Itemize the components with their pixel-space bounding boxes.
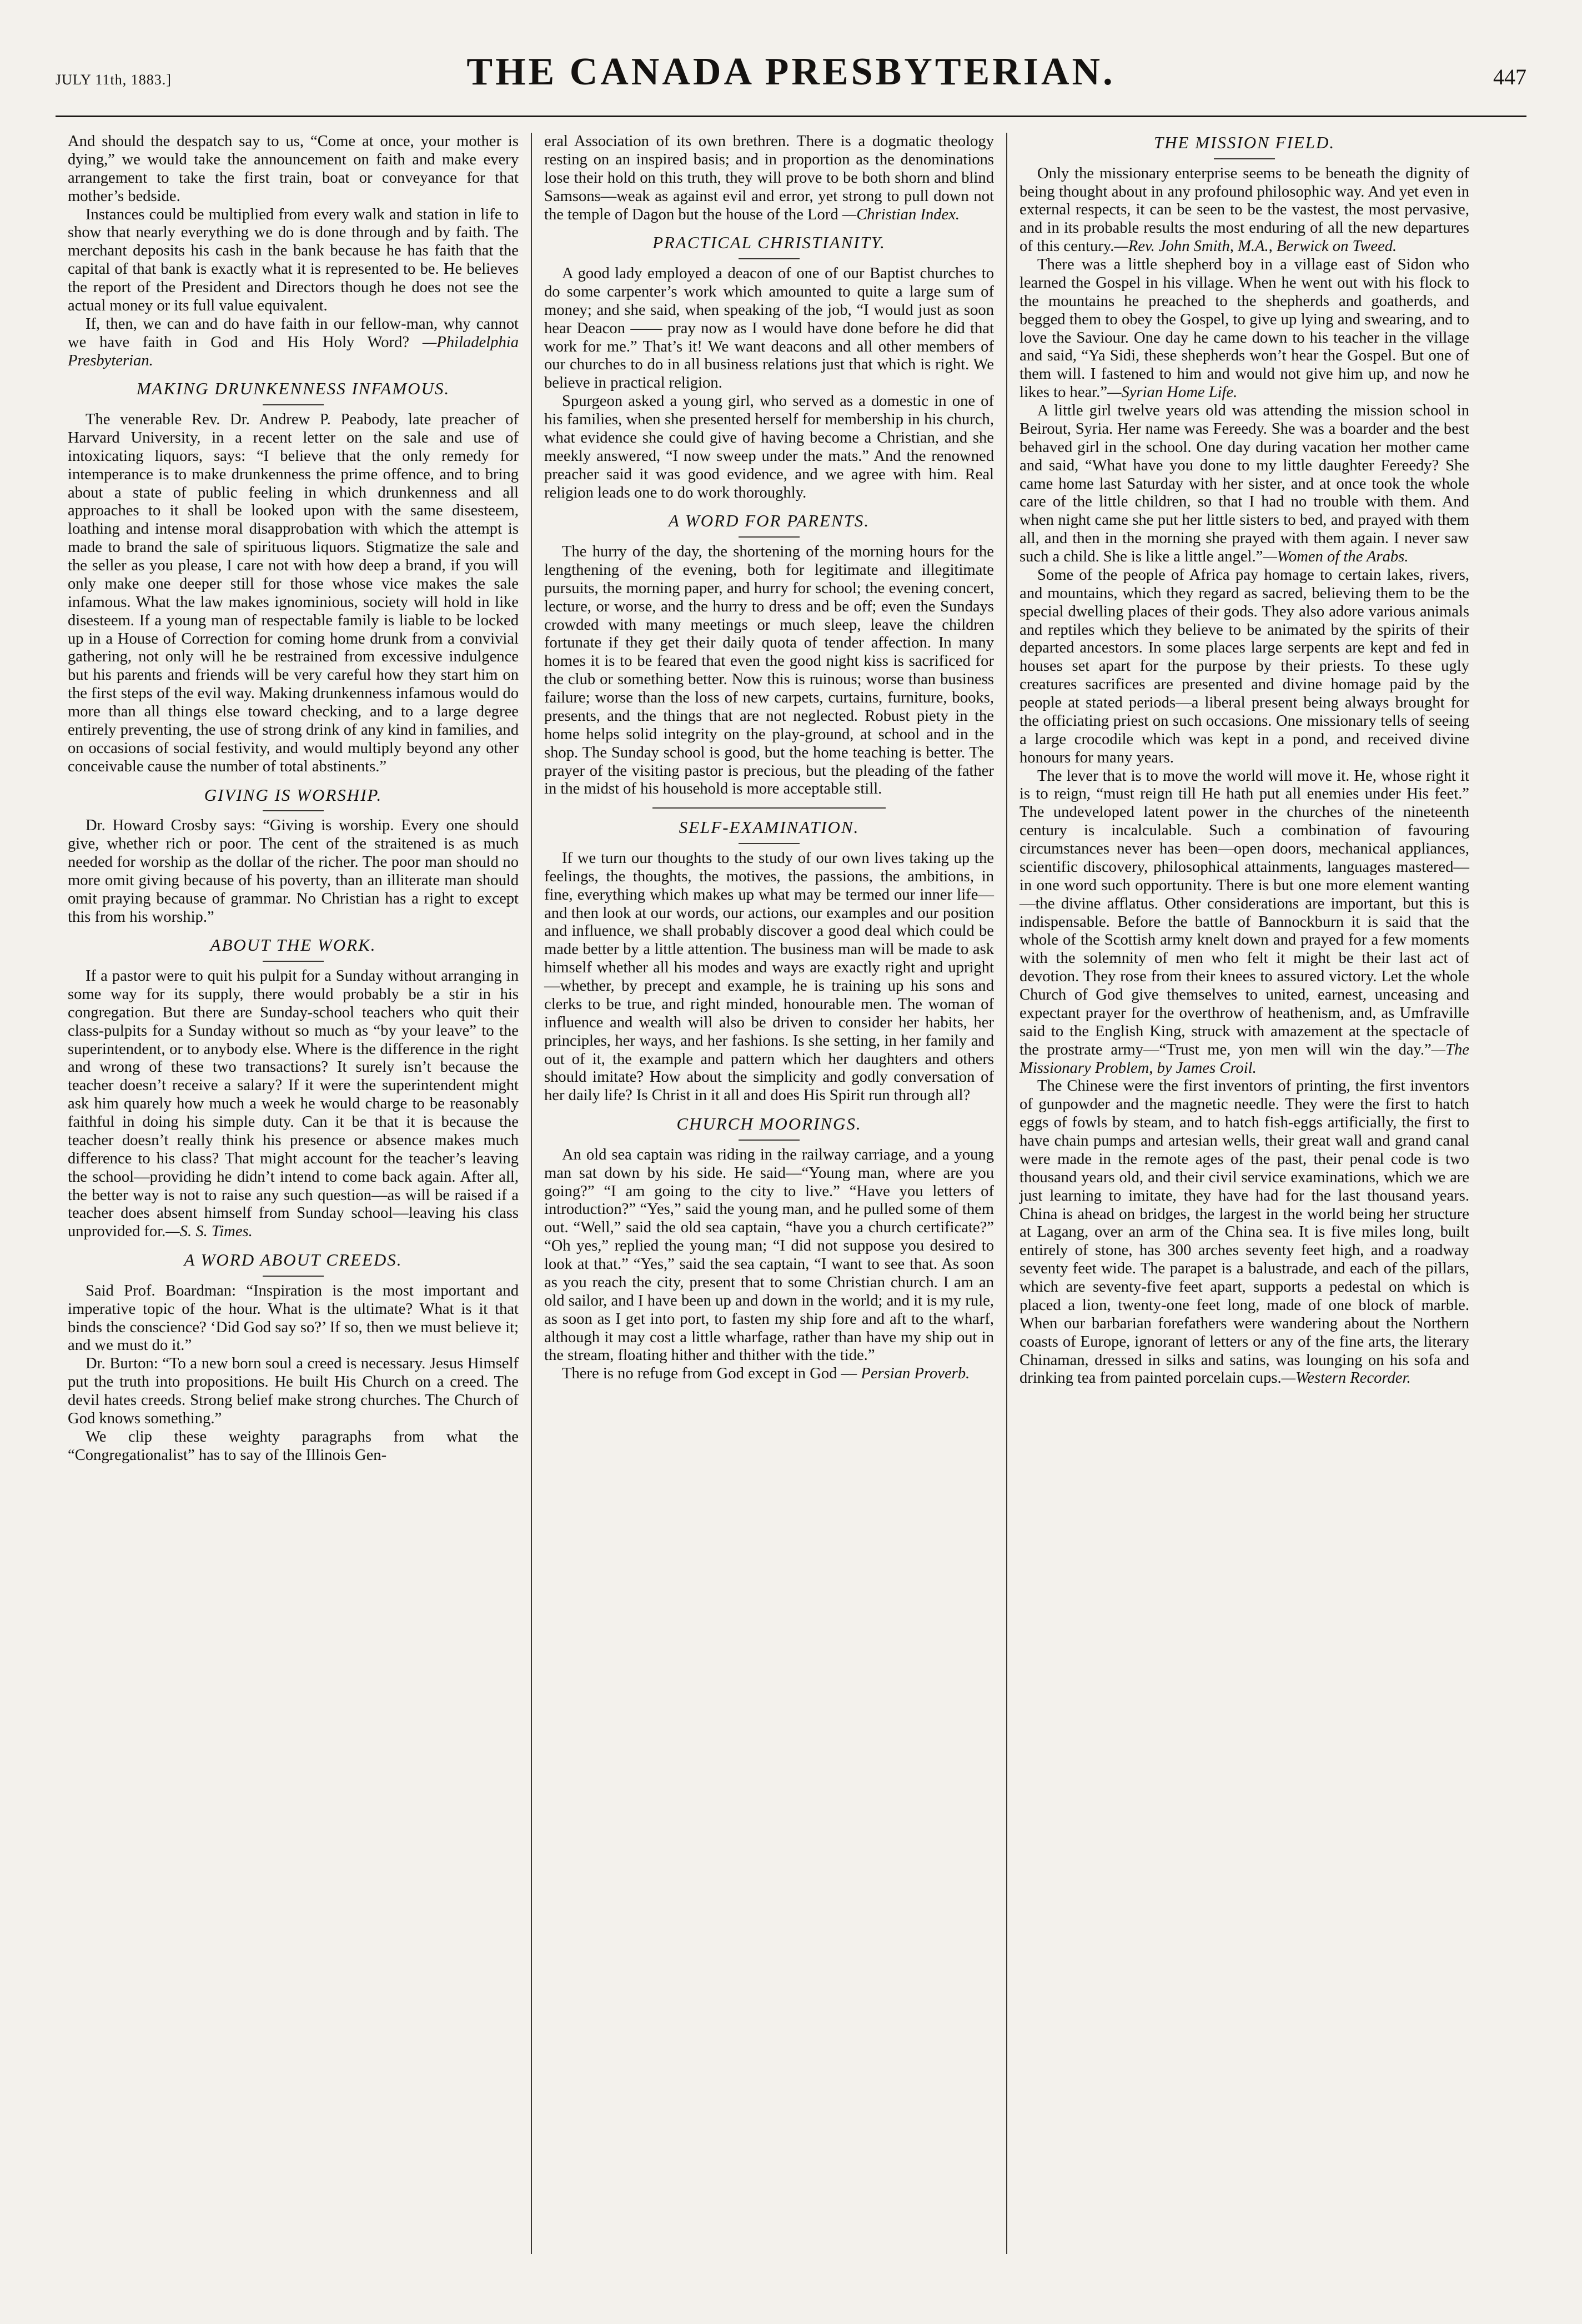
issue-date: JULY 11th, 1883.] [56, 72, 172, 88]
creeds-paragraph-2: Dr. Burton: “To a new born soul a creed is necessary. Jesus Himself put the truth into propositions. He built His Church on a creed. The devil hates creeds. Strong belief make strong churches. The Church of God knows something.” [68, 1355, 519, 1427]
section-rule [739, 536, 800, 538]
section-title-word-about-creeds: A WORD ABOUT CREEDS. [184, 1250, 403, 1270]
section-title-practical-christianity: PRACTICAL CHRISTIANITY. [652, 233, 886, 253]
section-rule [1214, 158, 1275, 159]
section-rule [739, 1140, 800, 1141]
making-drunkenness-text: The venerable Rev. Dr. Andrew P. Peabody, late preacher of Harvard University, in a recent letter on the sale and use of intoxicating liquors, says: “I believe that the only remedy for intemperance is to make drunkenness the prime offence, and to bring about a state of public feeling in which drunkenness and all approaches to it shall be looked upon with the same disesteem, loathing and intense moral disapprobation with which the attempt is made to brand the sale of spirituous liquors. Stigmatize the sale and the seller as you please, I care not with how deep a brand, if you will only make one deeper still for those whose vice makes the sale infamous. What the law makes ignominious, society will hold in like disesteem. If a young man of respectable family is liable to be locked up in a House of Correction for coming home drunk from a convivial gathering, not only will he be restrained from excessive indulgence but his parents and friends will be very careful how they start him on the first steps of the evil way. Making drunkenness infamous would do more than all things else toward checking, and to a large degree entirely preventing, the use of strong drink of any kind in families, and on occasions of social festivity, and would multiply beyond any other conceivable cause the number of total abstinents.” [68, 411, 519, 775]
column-3 [1006, 133, 1481, 2254]
moorings-proverb: There is no refuge from God except in God — [562, 1365, 857, 1383]
creeds-paragraph-1: Said Prof. Boardman: “Inspiration is the most important and imperative topic of the hour. What is the ultimate? What is it that binds the conscience? ‘Did God say so?’ If so, then we must believe it; and we must do it.” [68, 1282, 519, 1354]
section-rule [263, 1276, 324, 1277]
mission-p3-attribution: —Women of the Arabs. [1263, 548, 1409, 566]
section-rule [739, 843, 800, 844]
practical-paragraph-1: A good lady employed a deacon of one of our Baptist churches to do some carpenter’s work which amounted to quite a large sum of money; and she said, when speaking of the job, “I would just as soon hear Deacon —— pray now as I would have done before he did that work for me.” That’s it! We want deacons and all other members of our churches to do in all business relations just that which is right. We believe in practical religion. [544, 265, 994, 392]
intro-attribution: —Philadelphia Presbyterian. [68, 333, 519, 369]
parents-text: The hurry of the day, the shortening of the morning hours for the lengthening of the evening, both for legitimate and illegitimate pursuits, the morning paper, and hurry for school; the evening concert, lecture, or worse, and the hurry to dress and be off; even the Sundays crowded with many meetings or much sleep, leave the children fortunate if they get their daily quota of tender affection. In many homes it is to be feared that even the good night kiss is sacrificed for the club or something better. Now this is ruinous; worse than business failure; worse than the loss of new carpets, curtains, furniture, books, presents, and the things that are not neglected. Robust piety in the home helps solid integrity on the play-ground, at school and in the shop. The Sunday school is good, but the home teaching is better. The prayer of the visiting pastor is precious, but the pleading of the father in the midst of his household is more acceptable still. [544, 543, 994, 798]
section-title-about-the-work: ABOUT THE WORK. [210, 935, 376, 955]
continued-text: eral Association of its own brethren. There is a dogmatic theology resting on an inspired basis; and in proportion as the denominations lose their hold on this truth, they will prove to be both shorn and blind Samsons—weak as against evil and error, yet strong to pull down not the temple of Dagon but the house of the Lord [544, 133, 994, 223]
section-rule [263, 404, 324, 405]
section-title-self-examination: SELF-EXAMINATION. [679, 817, 860, 837]
intro-paragraph-3 [68, 315, 519, 370]
column-2 [531, 133, 1006, 2254]
section-title-giving-is-worship: GIVING IS WORSHIP. [204, 785, 383, 805]
about-the-work-attribution: —S. S. Times. [165, 1223, 253, 1241]
section-title-church-moorings: CHURCH MOORINGS. [676, 1114, 862, 1134]
creeds-paragraph-3: We clip these weighty paragraphs from what the “Congregationalist” has to say of the Illinois Gen- [68, 1428, 519, 1464]
section-rule [263, 961, 324, 962]
section-divider [652, 807, 886, 809]
columns [56, 133, 1526, 2254]
section-title-mission-field: THE MISSION FIELD. [1153, 133, 1335, 152]
masthead-rule [56, 116, 1526, 117]
mission-paragraph-1 [1019, 165, 1469, 256]
mission-p1-text: Only the missionary enterprise seems to be beneath the dignity of being thought about in any profound philosophic way. And yet even in external respects, it can be seen to be the vastest, the most pervasive, and in its probable results the most enduring of all the new departures of this century. [1019, 164, 1469, 255]
mission-paragraph-6 [1019, 1077, 1469, 1388]
page-number: 447 [1493, 64, 1526, 89]
about-the-work-body: If a pastor were to quit his pulpit for a Sunday without arranging in some way for its supply, there would probably be a stir in his congregation. But there are Sunday-school teachers who quit their class-pulpits for a Sunday without so much as “by your leave” to the superintendent, or to anybody else. Where is the difference in the right and wrong of these two transactions? It surely isn’t because the teacher doesn’t receive a salary? If it were the superintendent might ask him quarely how much a week he would charge to be reasonably faithful in doing his simple duty. Can it be that it is because the teacher doesn’t really think his presence or absence makes much difference to his class? That might account for the teacher’s leaving the school—providing he didn’t intend to come back again. After all, the better way is not to raise any such question—as will be raised if a teacher does absent himself from Sunday school—leaving his class unprovided for. [68, 967, 519, 1241]
self-examination-text: If we turn our thoughts to the study of our own lives taking up the feelings, the thoughts, the motives, the passions, the ambitions, in fine, everything which makes up what may be termed our inner life—and then look at our words, our actions, our examples and our position and influence, we shall probably discover a good deal which could be made better by a little attention. The business man will be made to ask himself whether all his modes and ways are exactly right and upright—whether, by precept and example, he is training up his sons and clerks to be true, and right minded, honourable men. The woman of influence and wealth will also be driven to consider her habits, her principles, her ways, and her fashions. Is she setting, in her family and out of it, the example and pattern which her daughters and others should imitate? How about the simplicity and godly conversation of her daily life? Is Christ in it all and does His Spirit run through all? [544, 849, 994, 1105]
mission-paragraph-4: Some of the people of Africa pay homage to certain lakes, rivers, and mountains, which they regard as sacred, believing them to be the special dwelling places of their gods. They also adore various animals and reptiles which they believe to be animated by the spirits of their departed ancestors. In some places large serpents are kept and fed in houses set apart for the purpose by their priests. To these ugly creatures sacrifices are presented and divine homage paid by the people at stated periods—a liberal present being always brought for the officiating priest on such occasions. One missionary tells of seeing a large crocodile which was kept in a pond, and received divine honours for many years. [1019, 566, 1469, 766]
moorings-paragraph-1: An old sea captain was riding in the railway carriage, and a young man sat down by his side. He said—“Young man, where are you going?” “I am going to the city to live.” “Have you letters of introduction?” “Yes,” said the young man, and he pulled some of them out. “Well,” said the old sea captain, “have you a church certificate?” “Oh yes,” replied the young man; “I did not suppose you desired to look at that.” “Yes,” said the sea captain, “I want to see that. As soon as you reach the city, present that to some Christian church. I am an old sailor, and I have been up and down in the world; and it is my rule, as soon as I get into port, to fasten my ship fore and aft to the wharf, although it may cost a little wharfage, rather than have my ship out in the stream, floating hither and thither with the tide.” [544, 1146, 994, 1364]
column-1 [56, 133, 531, 2254]
section-rule [739, 258, 800, 259]
practical-paragraph-2: Spurgeon asked a young girl, who served as a domestic in one of his families, when she presented herself for membership in his church, what evidence she could give of having become a Christian, and she meekly answered, “I now sweep under the mats.” And the renowned preacher said it was good evidence, and we agree with him. Real religion leads one to do work thoroughly. [544, 393, 994, 501]
mission-p1-attribution: —Rev. John Smith, M.A., Berwick on Tweed. [1114, 238, 1397, 255]
mission-p2-attribution: —Syrian Home Life. [1107, 384, 1238, 401]
mission-p3-text: A little girl twelve years old was attending the mission school in Beirout, Syria. Her name was Fereedy. She was a boarder and the best behaved girl in the school. One day during vacation her mother came and said, “What have you done to my little daughter Fereedy? She came home last Saturday with her sister, and at once took the whole care of the little children, so that I had no trouble with them. And when night came she put her little sisters to bed, and prayed with them all, and then in the morning she prayed with them again. I never saw such a child. She is like a little angel.” [1019, 402, 1469, 566]
intro-paragraph-1: And should the despatch say to us, “Come at once, your mother is dying,” we would take the announcement on faith and make every arrangement to take the first train, boat or conveyance for that mother’s bedside. [68, 133, 519, 205]
section-title-word-for-parents: A WORD FOR PARENTS. [668, 511, 870, 531]
mission-p2-text: There was a little shepherd boy in a village east of Sidon who learned the Gospel in his village. When he went out with his flock to the mountains he preached to the shepherds and goatherds, and begged them to obey the Gospel, to give up lying and swearing, and to love the Saviour. One day he came down to his teacher in the village and said, “Ya Sidi, these shepherds won’t hear the Gospel. But one of them will. I fastened to him and would not give him up, and now he likes to hear.” [1019, 256, 1469, 401]
newspaper-title: THE CANADA PRESBYTERIAN. [466, 51, 1116, 93]
mission-p6-text: The Chinese were the first inventors of printing, the first inventors of gunpowder and the magnetic needle. They were the first to hatch eggs of fowls by steam, and to hatch fish-eggs artificially, the first to have chain pumps and artesian wells, their great wall and grand canal were made in the remote ages of the past, their penal code is two thousand years old, and their civil service examinations, which we are just learning to imitate, they have had for the last thousand years. China is ahead on bridges, the largest in the world being her structure at Lagang, over an arm of the China sea. It is five miles long, built entirely of stone, has 300 arches seventy feet high, and a roadway seventy feet wide. The parapet is a balustrade, and each of the pillars, which are seventy-five feet apart, supports a pedestal on which is placed a lion, twenty-one feet long, made of one block of marble. When our barbarian forefathers were wandering about the Northern coasts of Europe, ignorant of letters or any of the fine arts, the literary Chinaman, dressed in silks and satins, was lounging on his sofa and drinking tea from painted porcelain cups. [1019, 1077, 1469, 1387]
mission-p6-attribution: —Western Recorder. [1281, 1369, 1411, 1387]
mission-p5-text: The lever that is to move the world will move it. He, whose right it is to reign, “must reign till He hath put all enemies under His feet.” The undeveloped latent power in the churches of the nineteenth century is incalculable. Such a combination of favouring circumstances never has been—open doors, mechanical appliances, scientific discovery, philosophical attainments, languages mastered—in one word such opportunity. There is but one more element wanting—the divine afflatus. Other considerations are important, but this is indispensable. Before the battle of Bannockburn it is said that the whole of the Scottish army knelt down and prayed for a few moments with the solemnity of men who felt it might be their last act of devotion. They rose from their knees to assured victory. Let the whole Church of God give themselves to united, earnest, unceasing and expectant prayer for the overthrow of heathenism, and, as Umfraville said to the English King, struck with amazement at the spectacle of the prostrate army—“Trust me, yon men will win the day.” [1019, 767, 1469, 1058]
section-title-making-drunkenness: MAKING DRUNKENNESS INFAMOUS. [136, 379, 450, 399]
moorings-attribution: Persian Proverb. [861, 1365, 970, 1383]
masthead [56, 50, 1526, 111]
continued-attribution: —Christian Index. [842, 205, 960, 223]
mission-p5-attribution: —The Missionary Problem, by James Croil. [1019, 1041, 1469, 1077]
moorings-paragraph-2 [544, 1365, 994, 1383]
intro-paragraph-2: Instances could be multiplied from every walk and station in life to show that nearly everything we do is done through and by faith. The merchant deposits his cash in the bank because he has faith that the capital of that bank is exactly what it is represented to be. He believes the report of the President and Directors though he does not see the actual money or its full value equivalent. [68, 205, 519, 314]
about-the-work-text [68, 967, 519, 1241]
section-rule [263, 810, 324, 811]
giving-is-worship-text: Dr. Howard Crosby says: “Giving is worship. Every one should give, whether rich or poor. The cent of the straitened is as much needed for worship as the dollar of the richer. The poor man should no more omit giving because of his poverty, than an illiterate man should omit praying because of grammar. No Christian has a right to except this from his worship.” [68, 817, 519, 926]
intro-paragraph-3-text: If, then, we can and do have faith in our fellow-man, why cannot we have faith in God and His Holy Word? [68, 315, 519, 351]
mission-paragraph-2 [1019, 256, 1469, 402]
continued-paragraph [544, 133, 994, 224]
mission-paragraph-5 [1019, 767, 1469, 1078]
mission-paragraph-3 [1019, 402, 1469, 566]
